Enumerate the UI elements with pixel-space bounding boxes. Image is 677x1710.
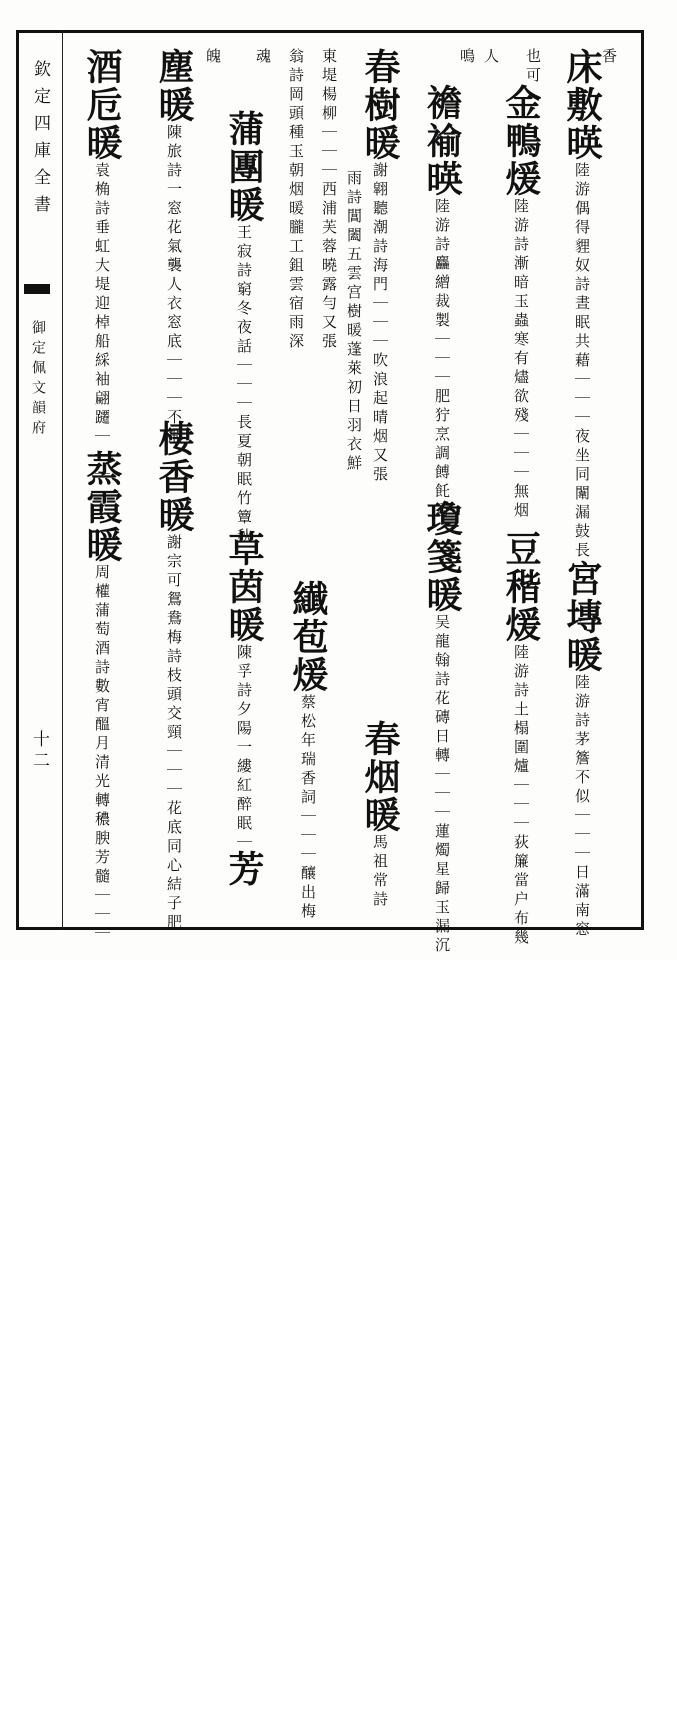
text-column: 春烟暖馬祖常詩 bbox=[359, 720, 401, 910]
headword: 襜褕暎 bbox=[421, 84, 463, 198]
headword: 床敷暎 bbox=[561, 48, 603, 162]
section-title: 御定佩文韻府 bbox=[30, 320, 46, 440]
text-column: 酒卮暖袁桷詩垂虹大堤迎棹船綵袖翩躚｜｜｜ bbox=[81, 48, 123, 485]
text-column: 翁詩岡頭種玉朝烟暖朧工鉏雲宿雨深 bbox=[287, 48, 305, 352]
text-column: 塵暖陳旅詩一窓花氣襲人衣窓底｜｜｜不飛 bbox=[153, 48, 195, 447]
text-column: 床敷暎陸游偶得貍奴詩晝眠共藉｜｜｜夜坐同闈漏鼓長 bbox=[561, 48, 603, 561]
headword: 蒸霞暖 bbox=[81, 450, 123, 564]
headword: 棲香暖 bbox=[153, 420, 195, 534]
text-column: 魂 bbox=[254, 48, 272, 67]
headword: 蒲團暖 bbox=[223, 110, 265, 224]
text-column: 也可 bbox=[524, 48, 542, 86]
text-column: 草茵暖陳孚詩夕陽一縷紅醉眠｜｜ bbox=[223, 530, 265, 872]
headword: 酒卮暖 bbox=[81, 48, 123, 162]
text-column: 棲香暖謝宗可鴛鴦梅詩枝頭交頸｜｜｜花底同心結子肥 bbox=[153, 420, 195, 933]
headword: 纎苞煖 bbox=[287, 580, 329, 694]
fishtail-mark bbox=[24, 284, 50, 294]
headword: 芳 bbox=[223, 850, 265, 888]
margin-rule bbox=[62, 30, 63, 930]
text-column: 雨詩閶闔五雲宫樹暖蓬萊初日羽衣鮮 bbox=[345, 170, 363, 474]
text-column: 蒲團暖王寂詩窮冬夜話｜｜｜長夏朝眠竹簟秋 bbox=[223, 110, 265, 547]
headword: 金鴨煖 bbox=[500, 84, 542, 198]
headword: 塵暖 bbox=[153, 48, 195, 124]
text-column: 香 bbox=[600, 48, 618, 67]
text-column: 蒸霞暖周權蒲萄酒詩數宵醞月清光轉穠腴芳髓｜｜｜ bbox=[81, 450, 123, 944]
text-column: 纎苞煖蔡松年瑞香詞｜｜｜釀出梅 bbox=[287, 580, 329, 922]
text-column: 東堤楊柳｜｜｜西浦芙蓉曉露勻又張 bbox=[320, 48, 338, 352]
text-column: 金鴨煖陸游詩漸暗玉蟲寒有燼欲殘｜｜｜無烟 bbox=[500, 84, 542, 521]
text-column: 春樹暖謝翶聽潮詩海門｜｜｜吹浪起晴烟又張 bbox=[359, 48, 401, 485]
book-title: 欽定四庫全書 bbox=[30, 60, 50, 222]
headword: 春烟暖 bbox=[359, 720, 401, 834]
text-column: 襜褕暎陸游詩麤繒裁製｜｜｜肥狞烹調餺飥香 bbox=[421, 84, 463, 521]
text-column: 人 bbox=[482, 48, 500, 67]
text-column: 鳴 bbox=[458, 48, 476, 67]
headword: 豆稭煖 bbox=[500, 530, 542, 644]
headword: 春樹暖 bbox=[359, 48, 401, 162]
page-number: 十二 bbox=[29, 730, 49, 772]
text-column: 瓊箋暖吴龍翰詩花磚日轉｜｜｜蓮燭星歸玉漏沉 bbox=[421, 500, 463, 956]
headword: 宮塼暖 bbox=[561, 560, 603, 674]
text-column: 魄 bbox=[204, 48, 222, 67]
text-column: 豆稭煖陸游詩土榻圍爐｜｜｜荻簾當户布幾 bbox=[500, 530, 542, 948]
headword: 草茵暖 bbox=[223, 530, 265, 644]
text-column bbox=[223, 850, 265, 1710]
text-column: 宮塼暖陸游詩茅簷不似｜｜｜日滿南窓 bbox=[561, 560, 603, 940]
headword: 瓊箋暖 bbox=[421, 500, 463, 614]
